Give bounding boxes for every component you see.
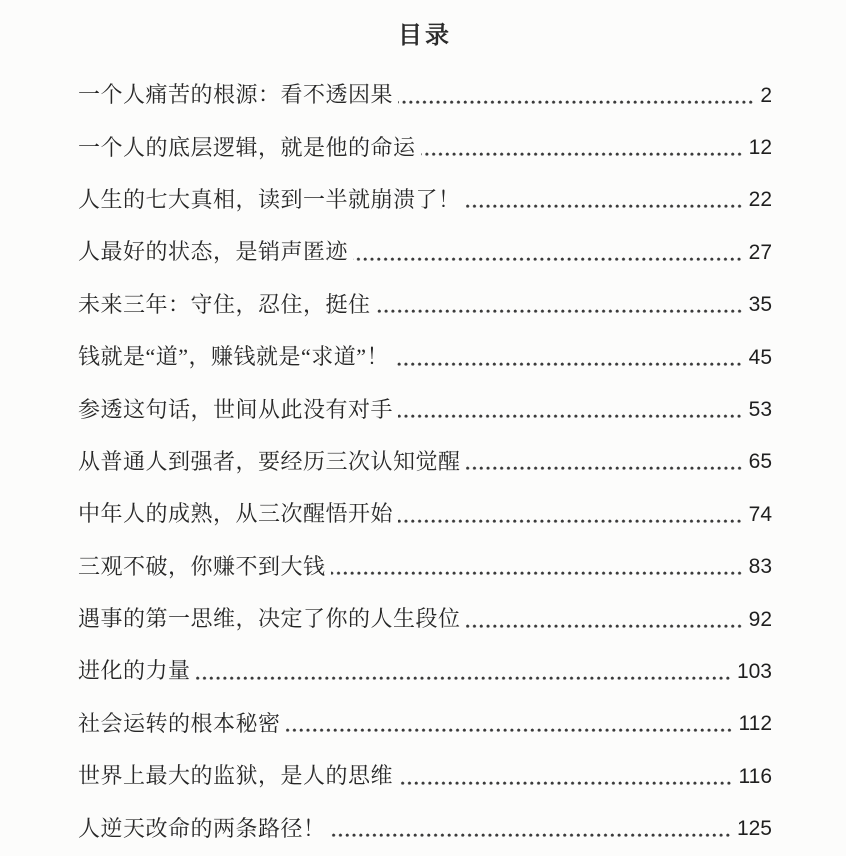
toc-entry-page-number: 92 bbox=[748, 607, 772, 631]
toc-entry-page-number: 83 bbox=[748, 555, 772, 579]
toc-entry-page-number: 27 bbox=[748, 240, 772, 264]
dot-leader-icon bbox=[421, 152, 744, 157]
toc-entry[interactable] bbox=[78, 645, 772, 697]
toc-entry-title: 中年人的成熟，从三次醒悟开始 bbox=[78, 501, 394, 527]
toc-entry-title: 一个人的底层逻辑，就是他的命运 bbox=[78, 134, 416, 160]
toc-entry-title: 进化的力量 bbox=[78, 658, 191, 684]
dot-leader-icon bbox=[466, 466, 744, 471]
toc-entry[interactable] bbox=[78, 279, 772, 331]
toc-entry-page-number: 12 bbox=[748, 136, 772, 160]
toc-entry-page-number: 22 bbox=[748, 188, 772, 212]
toc-entry[interactable] bbox=[78, 121, 772, 173]
toc-entry[interactable] bbox=[78, 488, 772, 540]
toc-entry[interactable] bbox=[78, 541, 772, 593]
toc-entry-title: 世界上最大的监狱，是人的思维 bbox=[78, 763, 394, 789]
dot-leader-icon bbox=[398, 519, 744, 524]
dot-leader-icon bbox=[376, 309, 744, 314]
toc-entry-page-number: 53 bbox=[748, 398, 772, 422]
toc-entry[interactable] bbox=[78, 436, 772, 488]
toc-list bbox=[78, 69, 772, 855]
toc-entry[interactable] bbox=[78, 226, 772, 278]
dot-leader-icon bbox=[398, 414, 744, 419]
toc-entry-title: 社会运转的根本秘密 bbox=[78, 710, 281, 736]
toc-entry[interactable] bbox=[78, 331, 772, 383]
toc-entry-title: 从普通人到强者，要经历三次认知觉醒 bbox=[78, 448, 461, 474]
toc-entry-title: 一个人痛苦的根源：看不透因果 bbox=[78, 82, 394, 108]
toc-entry-title: 钱就是“道”，赚钱就是“求道”！ bbox=[78, 344, 390, 370]
toc-entry-title: 人最好的状态，是销声匿迹 bbox=[78, 239, 349, 265]
toc-entry-page-number: 112 bbox=[738, 712, 772, 736]
toc-entry-page-number: 35 bbox=[748, 293, 772, 317]
toc-entry-page-number: 65 bbox=[748, 450, 772, 474]
toc-entry-page-number: 74 bbox=[748, 502, 772, 526]
dot-leader-icon bbox=[331, 571, 744, 576]
dot-leader-icon bbox=[466, 204, 744, 209]
page-title: 目录 bbox=[398, 23, 452, 49]
dot-leader-icon bbox=[286, 728, 734, 733]
toc-entry[interactable] bbox=[78, 69, 772, 121]
dot-leader-icon bbox=[398, 100, 755, 105]
dot-leader-icon bbox=[398, 781, 734, 786]
toc-entry-title: 人逆天改命的两条路径！ bbox=[78, 815, 326, 841]
toc-entry-page-number: 103 bbox=[736, 659, 772, 683]
toc-entry-title: 未来三年：守住，忍住，挺住 bbox=[78, 291, 371, 317]
toc-entry-page-number: 45 bbox=[748, 345, 772, 369]
toc-entry[interactable] bbox=[78, 174, 772, 226]
dot-leader-icon bbox=[196, 676, 732, 681]
toc-entry[interactable] bbox=[78, 593, 772, 645]
toc-entry-page-number: 2 bbox=[760, 83, 772, 107]
toc-entry-title: 三观不破，你赚不到大钱 bbox=[78, 553, 326, 579]
toc-entry-page-number: 125 bbox=[736, 817, 772, 841]
toc-entry[interactable] bbox=[78, 802, 772, 854]
dot-leader-icon bbox=[466, 624, 744, 629]
toc-entry[interactable] bbox=[78, 383, 772, 435]
toc-entry-title: 参透这句话，世间从此没有对手 bbox=[78, 396, 394, 422]
toc-entry[interactable] bbox=[78, 698, 772, 750]
toc-entry[interactable] bbox=[78, 750, 772, 802]
toc-entry-title: 人生的七大真相，读到一半就崩溃了！ bbox=[78, 186, 461, 212]
dot-leader-icon bbox=[394, 362, 744, 367]
dot-leader-icon bbox=[353, 257, 744, 262]
toc-entry-title: 遇事的第一思维，决定了你的人生段位 bbox=[78, 606, 461, 632]
toc-entry-page-number: 116 bbox=[738, 764, 772, 788]
dot-leader-icon bbox=[331, 833, 732, 838]
